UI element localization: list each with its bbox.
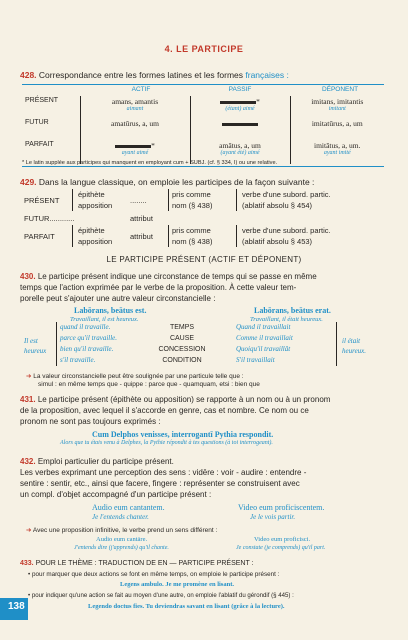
section-431-body	[20, 394, 330, 427]
example-432-2-left-translation: J'entends dire (j'apprends) qu'il chante.	[74, 545, 169, 551]
cell-dep-futur	[290, 118, 384, 140]
cell-dep-parfait	[290, 140, 384, 164]
cell-dep-present-latin: imitans, imitantis	[311, 97, 364, 106]
example-432-2-right-translation: Je constate (je comprends) qu'il part.	[236, 545, 326, 551]
section-430-line: porelle peut s'ajouter une autre valeur circonstancielle :	[20, 294, 216, 303]
usage-futur-label: FUTUR............	[24, 214, 75, 223]
section-433-example1: Legens ambulo. Je me promène en lisant.	[120, 581, 234, 588]
header-actif: ACTIF	[131, 86, 151, 93]
section-433-line: POUR LE THÈME : TRADUCTION DE EN — PARTICIPE PRÉSENT :	[35, 560, 254, 567]
cell-actif-present-fr: aimant	[126, 106, 144, 112]
cell-passif-parfait-latin: amātus, a, um	[219, 141, 261, 150]
cell-actif-parfait-fr: ayant aimé	[121, 150, 149, 156]
header-deponent: DÉPONENT	[321, 86, 359, 93]
section-429-text: Dans la langue classique, on emploie les participes de la façon suivante :	[38, 177, 315, 187]
page-number: 138	[8, 601, 25, 612]
usage-pris-comme: pris comme	[172, 226, 211, 235]
section-430-line: temps que l'action exprimée par le verbe de la proposition. À cette valeur tem-	[20, 283, 297, 292]
usage-present-nom	[172, 189, 212, 211]
section-431-line: de la proposition, avec lequel il s'accorde en genre, cas et nombre. Ce nom ou ce	[20, 406, 309, 415]
example-432-left: Audio eum cantantem.	[92, 503, 165, 512]
row-label-parfait: PARFAIT	[25, 141, 54, 148]
section-431-line: pronom ne sont pas toujours exprimés :	[20, 417, 161, 426]
asterisk: *	[256, 97, 260, 106]
section-433-example2: Legendo doctus fies. Tu deviendras savant en lisant (grâce à la lecture).	[88, 603, 285, 610]
example-432-right: Video eum proficiscentem.	[238, 503, 325, 512]
usage-futur-attribut: attribut	[130, 214, 153, 223]
section-429-number: 429.	[20, 177, 37, 187]
usage-epithete: épithète	[78, 226, 105, 235]
list-item: CONCESSION	[158, 346, 206, 353]
table-top-rule	[22, 84, 384, 85]
list-item: CONDITION	[162, 357, 202, 364]
section-431-number: 431.	[20, 395, 36, 404]
section-432-number: 432.	[20, 457, 36, 466]
bullet-text: pour indiquer qu'une action se fait au moyen d'une autre, on emploie l'ablatif du gérondif (§ 445) :	[31, 592, 294, 599]
row-label-present: PRÉSENT	[25, 97, 59, 104]
right-conditions	[236, 322, 293, 366]
example-present-right: Labōrans, beātus erat.	[254, 306, 331, 315]
section-428-note: * Le latin supplée aux participes qui manquent en employant cum + SUBJ. (cf. § 334, I) ou une relative.	[22, 160, 278, 166]
usage-epithete: épithète	[78, 190, 105, 199]
section-432-note	[26, 526, 217, 534]
chapter-title: 4. LE PARTICIPE	[164, 44, 244, 54]
left-brace	[56, 322, 57, 366]
usage-verbe-subord: verbe d'une subord. partic.	[242, 226, 331, 235]
section-431-line: Le participe présent (épithète ou apposition) se rapporte à un nom ou à un pronom	[37, 395, 331, 404]
list-item: Quand il travaillait	[236, 323, 291, 331]
section-430-body	[20, 271, 390, 304]
list-item: Comme il travaillait	[236, 334, 293, 342]
cell-actif-present	[80, 96, 190, 118]
section-428-number: 428.	[20, 70, 37, 80]
usage-verbe-subord: verbe d'une subord. partic.	[242, 190, 331, 199]
cell-passif-present-fr: (étant) aimé	[225, 106, 255, 112]
cell-dep-futur-latin: imitatūrus, a, um	[311, 119, 363, 128]
header-passif: PASSIF	[228, 86, 252, 93]
section-432-line: Les verbes exprimant une perception des sens : vidēre : voir - audire : entendre -	[20, 468, 307, 477]
section-430-line: Le participe présent indique une circonstance de temps qui se passe en même	[37, 272, 317, 281]
divider	[72, 225, 73, 247]
section-430-note1	[26, 372, 244, 380]
cell-passif-futur	[190, 118, 290, 140]
example-present-left: Labōrans, beātus est.	[74, 306, 147, 315]
bullet-icon: •	[28, 592, 31, 599]
usage-parfait-nom	[172, 225, 212, 247]
note-text: Avec une proposition infinitive, le verbe prend un sens différent :	[32, 527, 218, 534]
section-428-text-b: françaises :	[245, 70, 289, 80]
usage-parfait-attribut: attribut	[130, 232, 153, 241]
right-brace	[336, 322, 337, 366]
cell-dep-parfait-latin: imitātus, a, um.	[314, 141, 361, 150]
usage-present-epithete	[78, 189, 112, 211]
section-433-bullet1	[28, 571, 279, 578]
usage-nom-ref: nom (§ 438)	[172, 237, 213, 246]
arrow-icon: ➔	[26, 373, 32, 380]
asterisk: *	[151, 141, 155, 150]
list-item: TEMPS	[169, 324, 195, 331]
missing-form-bar	[220, 101, 256, 104]
cell-dep-parfait-fr: ayant imité	[323, 150, 351, 156]
cell-actif-present-latin: amans, amantis	[111, 97, 159, 106]
section-433-bullet2	[28, 592, 294, 599]
example-432-right-translation: Je le vois partir.	[250, 513, 296, 521]
list-item: CAUSE	[169, 335, 195, 342]
example-431: Cum Delphos venisses, interrogantī Pythia respondit.	[92, 430, 274, 439]
cell-passif-parfait-fr: (ayant été) aimé	[220, 150, 260, 156]
usage-apposition: apposition	[78, 201, 113, 210]
cell-passif-present	[190, 96, 290, 118]
cell-actif-futur	[80, 118, 190, 140]
section-432-body	[20, 456, 306, 500]
left-heading: Il est heureux	[24, 337, 47, 355]
usage-present-label: PRÉSENT	[24, 196, 60, 205]
example-present-right-translation: Travaillant, il était heureux.	[250, 316, 323, 323]
table-row	[22, 96, 384, 118]
participle-table	[22, 96, 384, 164]
usage-nom-ref: nom (§ 438)	[172, 201, 213, 210]
example-present-left-translation: Travaillant, il est heureux.	[70, 316, 139, 323]
divider	[168, 225, 169, 247]
example-432-left-translation: Je l'entends chanter.	[92, 513, 149, 521]
divider	[236, 189, 237, 211]
section-432-line: sentire : sentir, etc., ainsi que facere, fingere : représenter se construisent avec	[20, 479, 300, 488]
section-433-number: 433.	[20, 560, 34, 567]
usage-parfait-verbe	[242, 225, 331, 247]
cell-actif-futur-latin: amatūrus, a, um	[111, 119, 159, 128]
section-428-intro	[20, 70, 289, 80]
section-432-line: un compl. d'objet accompagné d'un participe présent :	[20, 490, 212, 499]
usage-ablatif: (ablatif absolu § 454)	[242, 201, 313, 210]
example-432-2-left: Audio eum cantāre.	[96, 536, 148, 543]
cell-dep-present	[290, 96, 384, 118]
row-label-futur: FUTUR	[25, 119, 49, 126]
left-conditions	[60, 322, 117, 366]
bullet-text: pour marquer que deux actions se font en même temps, on emploie le participe présent :	[31, 571, 280, 578]
list-item: bien qu'il travaille.	[60, 345, 114, 353]
example-432-2-right: Video eum proficisci.	[254, 536, 311, 543]
section-433-heading	[20, 560, 254, 567]
section-430-note2: simul : en même temps que - quippe : parce que - quamquam, etsi : bien que	[38, 381, 260, 388]
arrow-icon: ➔	[26, 527, 32, 534]
subtitle-participe-present: LE PARTICIPE PRÉSENT (ACTIF ET DÉPONENT)	[106, 255, 302, 264]
usage-pris-comme: pris comme	[172, 190, 211, 199]
usage-ablatif: (ablatif absolu § 453)	[242, 237, 313, 246]
cell-dep-present-fr: imitant	[328, 106, 346, 112]
bullet-icon: •	[28, 571, 31, 578]
missing-form-bar	[222, 123, 258, 126]
section-432-line: Emploi particulier du participe présent.	[37, 457, 174, 466]
usage-present-verbe	[242, 189, 331, 211]
table-bottom-rule	[22, 166, 384, 167]
missing-form-bar	[115, 145, 151, 148]
table-row	[22, 118, 384, 140]
right-tail: il était heureux.	[342, 337, 367, 355]
list-item: s'il travaille.	[60, 356, 96, 364]
usage-parfait-epithete	[78, 225, 112, 247]
divider	[236, 225, 237, 247]
middle-categories	[140, 322, 224, 366]
section-430-number: 430.	[20, 272, 36, 281]
list-item: Quoiqu'il travaillât	[236, 345, 291, 353]
usage-parfait-label: PARFAIT	[24, 232, 55, 241]
example-431-translation: Alors que tu étais venu à Delphes, la Pythie répondit à tes questions (à toi interrogeant).	[60, 440, 273, 446]
divider	[168, 189, 169, 211]
list-item: S'il travaillait	[236, 356, 275, 364]
section-429-intro	[20, 177, 314, 187]
usage-apposition: apposition	[78, 237, 113, 246]
note-text: La valeur circonstancielle peut être soulignée par une particule telle que :	[33, 373, 244, 380]
list-item: quand il travaille.	[60, 323, 111, 331]
section-428-text-a: Correspondance entre les formes latines et les formes	[38, 70, 246, 80]
list-item: parce qu'il travaille.	[60, 334, 118, 342]
usage-present-dots: ........	[130, 196, 147, 205]
